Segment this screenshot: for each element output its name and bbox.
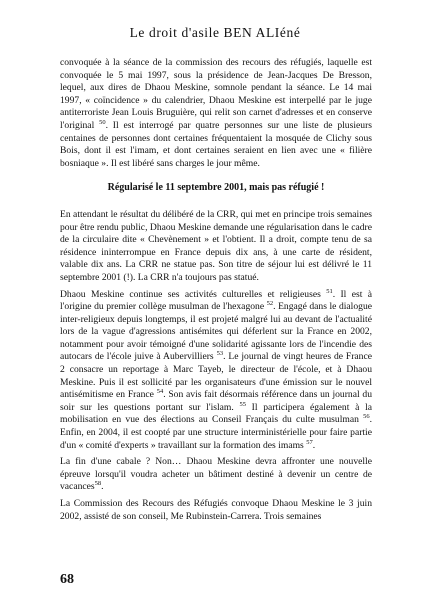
- footnote-ref: 54: [156, 388, 164, 396]
- paragraph: [60, 57, 372, 170]
- paragraph-text: . Engagé dans le dialogue inter-religieux depuis longtemps, il est projeté malgré lui au devant de l'actualité lors de la vague d'agressions antisémites qui déferlent sur la France en 2002, notamment pour avoir témoigné d'une solidarité agissante lors de l'incendie des autocars de l'école juive à Aubervilliers: [60, 301, 372, 363]
- paragraph-text: convoquée à la séance de la commission des recours des réfugiés, laquelle est convoquée le 5 mai 1997, sous la présidence de Jean-Jacques De Bresson, lequel, aux dires de Dhaou Meskine, somnole pendant la séance. Le 14 mai 1997, « coïncidence » du calendrier, Dhaou Meskine est interpellé par le juge antiterroriste Jean Louis Bruguière, qui relit son carnet d'adresses et en conserve l'original: [60, 57, 372, 131]
- paragraph-text: . Son avis fait désormais référence dans un journal du soir sur les questions portant sur l'islam.: [60, 389, 372, 413]
- footnote-ref: 52: [266, 299, 274, 307]
- paragraph: [60, 498, 372, 523]
- bottom-paragraphs: [60, 209, 372, 523]
- paragraph: [60, 289, 372, 453]
- paragraph: [60, 209, 372, 285]
- footnote-ref: 56: [363, 413, 370, 421]
- paragraph-text: .: [312, 439, 316, 451]
- paragraph-text: La fin d'une cabale ? Non… Dhaou Meskine devra affronter une nouvelle épreuve lorsqu'il voudra acheter un bâtiment destiné à devenir un centre de vacances: [60, 456, 372, 493]
- footnote-ref: 57: [306, 438, 313, 446]
- paragraph-text: . Enfin, en 2004, il est coopté par une structure interministérielle pour faire partie d'un « comité d'experts » travaillant sur la formation des imams: [60, 414, 372, 451]
- section-title: Régularisé le 11 septembre 2001, mais pas réfugié !: [107, 182, 325, 194]
- paragraph-text: Dhaou Meskine continue ses activités culturelles et religieuses: [60, 288, 327, 300]
- paragraph-text: Il participera également à la mobilisation en vue des élections au Conseil Français du culte musulman: [60, 401, 372, 426]
- footnote-ref: 55: [239, 400, 246, 408]
- running-header: Le droit d'asile BEN ALIéné: [129, 25, 301, 40]
- paragraph-text: . Il est à l'origine du premier collège musulman de l'hexagone: [60, 288, 372, 313]
- page-number: 68: [60, 572, 74, 587]
- top-paragraphs: [60, 57, 372, 170]
- body-text: [60, 57, 372, 523]
- footnote-ref: 51: [326, 287, 333, 295]
- paragraph-text: .: [101, 481, 104, 493]
- footnote-ref: 50: [99, 118, 106, 126]
- paragraph-text: . Il est interrogé par quatre personnes sur une liste de plusieurs centaines de personnes dont certaines fréquentaient la mosquée de Clichy sous Bois, dont il est l'imam, et dont certaines seraient en lien avec une « filière bosniaque ». Il est libéré sans charges le jour même.: [60, 119, 372, 169]
- paragraph-text: En attendant le résultat du délibéré de la CRR, qui met en principe trois semaines pour être rendu public, Dhaou Meskine demande une régularisation dans le cadre de la circulaire dite « Chevènement » et l'obtient. Il a droit, compte tenu de sa résidence ininterrompue en France depuis dix ans, à une carte de résident, valable dix ans. La CRR ne statue pas. Son titre de séjour lui est délivré le 11 septembre 2001 (!). La CRR n'a toujours pas statué.: [60, 208, 372, 283]
- footnote-ref: 53: [216, 350, 224, 358]
- paragraph-text: . Le journal de vingt heures de France 2 consacre un reportage à Marc Tayeb, le directeur de l'école, et à Dhaou Meskine. Puis il est sollicité par les organisateurs d'une émission sur le nouvel antisémitisme en France: [60, 351, 372, 401]
- paragraph: [60, 456, 372, 494]
- footnote-ref: 58: [94, 480, 102, 488]
- paragraph-text: La Commission des Recours des Réfugiés convoque Dhaou Meskine le 3 juin 2002, assisté de son conseil, Me Rubinstein-Carrera. Trois semaines: [60, 498, 372, 522]
